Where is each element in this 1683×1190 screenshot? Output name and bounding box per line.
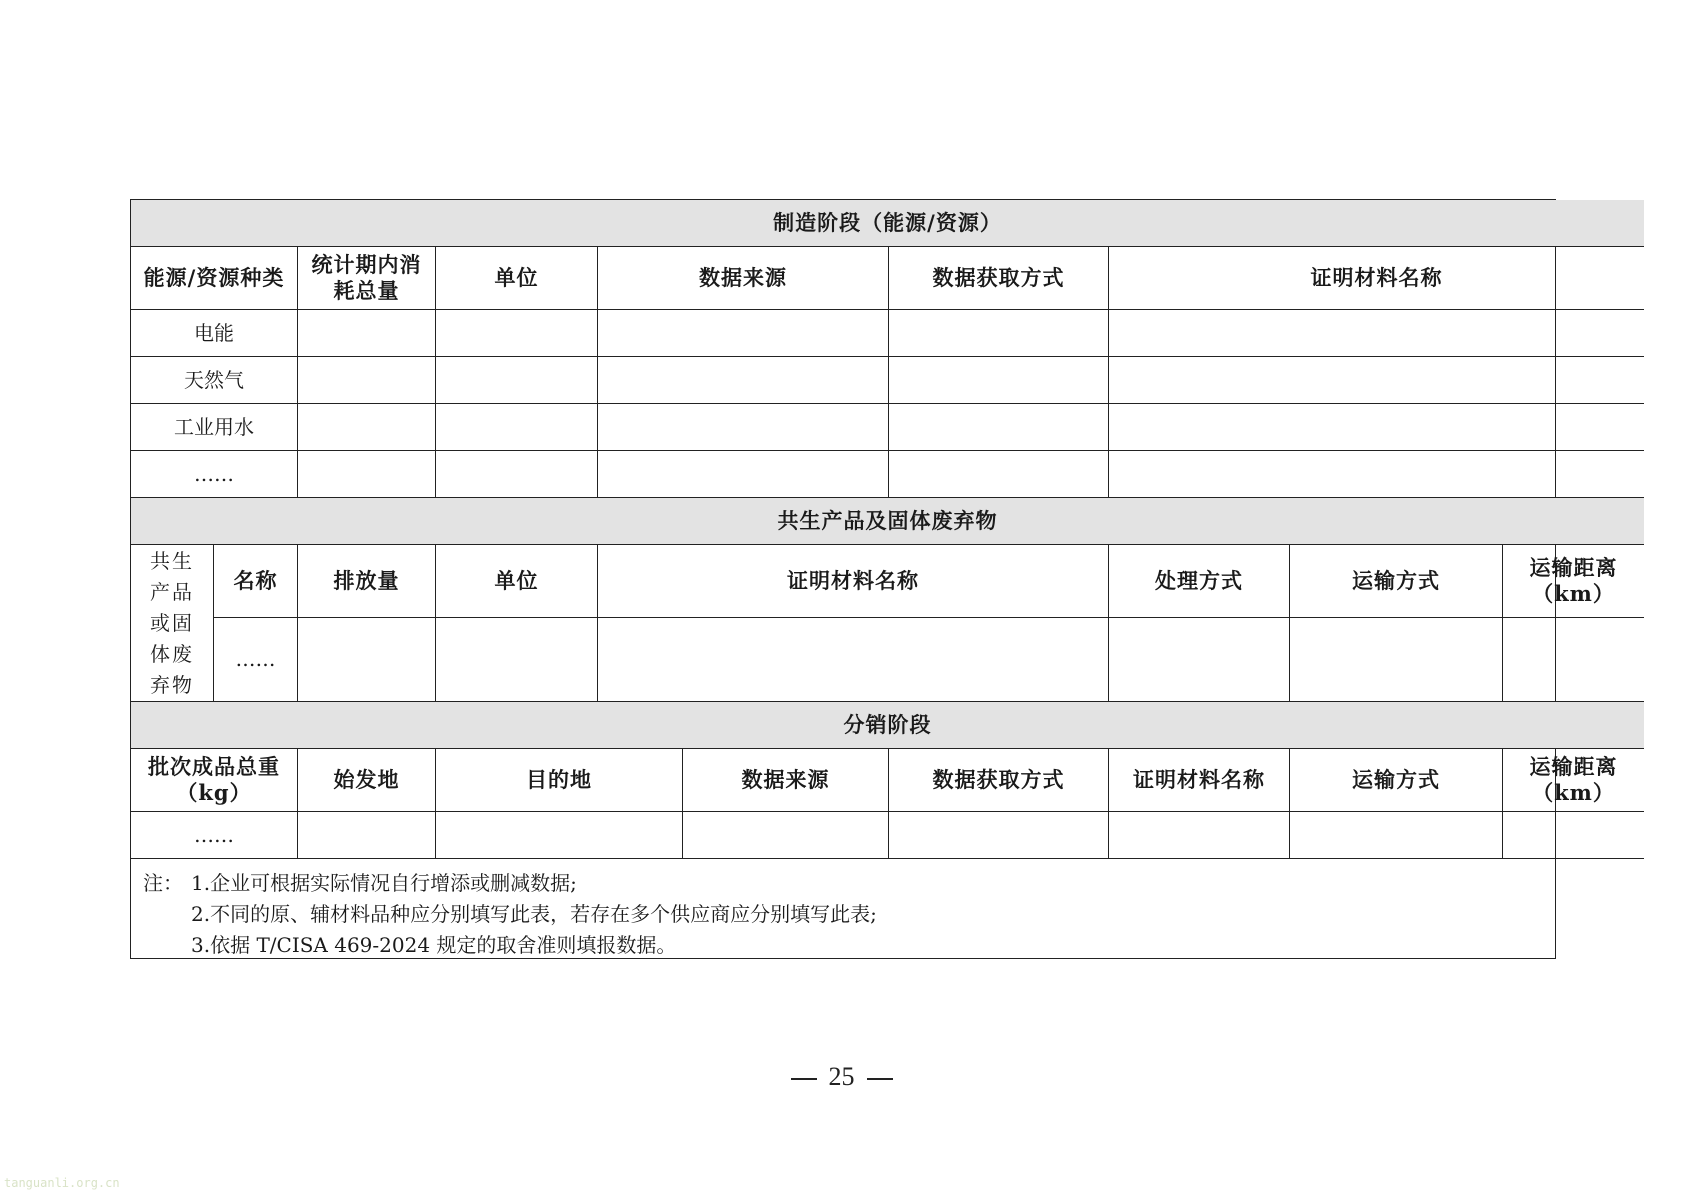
note-text: 2.不同的原、辅材料品种应分别填写此表，若存在多个供应商应分别填写此表; (191, 902, 877, 926)
header-total-consumption: 统计期内消 耗总量 (298, 247, 436, 310)
unit-cell[interactable] (436, 451, 598, 498)
header-destination: 目的地 (436, 749, 683, 812)
data-source-cell[interactable] (598, 451, 889, 498)
energy-type-cell: 工业用水 (131, 404, 298, 451)
header-unit: 单位 (436, 247, 598, 310)
transport-mode-cell[interactable] (1290, 812, 1503, 859)
byproduct-side-label (131, 545, 214, 702)
header-emission: 排放量 (298, 545, 436, 618)
consumption-cell[interactable] (298, 451, 436, 498)
byproduct-name-cell: …… (214, 618, 298, 702)
notes-label: 注： (143, 871, 183, 895)
header-name: 名称 (214, 545, 298, 618)
page-number: 25 (828, 1062, 855, 1091)
header-evidence-name: 证明材料名称 (598, 545, 1109, 618)
header-energy-type: 能源/资源种类 (131, 247, 298, 310)
evidence-name-cell[interactable] (1109, 310, 1644, 357)
note-text: 3.依据 T/CISA 469-2024 规定的取舍准则填报数据。 (191, 933, 677, 957)
section-title-manufacturing: 制造阶段（能源/资源） (131, 200, 1644, 247)
data-form-table (130, 199, 1618, 959)
energy-type-cell: …… (131, 451, 298, 498)
watermark: tanguanli.org.cn (4, 1176, 120, 1190)
transport-distance-cell[interactable] (1503, 812, 1644, 859)
header-transport-mode: 运输方式 (1290, 749, 1503, 812)
header-transport-distance: 运输距离 （km） (1503, 545, 1644, 618)
data-method-cell[interactable] (889, 812, 1109, 859)
emission-cell[interactable] (298, 618, 436, 702)
side-label-line: 或固 (150, 610, 194, 635)
note-line (143, 899, 1632, 930)
evidence-name-cell[interactable] (598, 618, 1109, 702)
header-evidence-name: 证明材料名称 (1109, 247, 1644, 310)
note-line (143, 868, 1632, 899)
unit-cell[interactable] (436, 618, 598, 702)
destination-cell[interactable] (436, 812, 683, 859)
side-label-line: 产品 (150, 579, 194, 604)
side-label-line: 共生 (150, 548, 194, 573)
unit-cell[interactable] (436, 357, 598, 404)
header-unit: 单位 (436, 545, 598, 618)
header-data-source: 数据来源 (683, 749, 889, 812)
evidence-name-cell[interactable] (1109, 451, 1644, 498)
notes-block (131, 859, 1644, 962)
consumption-cell[interactable] (298, 404, 436, 451)
transport-mode-cell[interactable] (1290, 618, 1503, 702)
data-source-cell[interactable] (598, 310, 889, 357)
energy-type-cell: 天然气 (131, 357, 298, 404)
header-data-source: 数据来源 (598, 247, 889, 310)
section-title-byproducts: 共生产品及固体废弃物 (131, 498, 1644, 545)
page-footer (0, 1062, 1683, 1092)
footer-dash-left (791, 1078, 817, 1080)
header-data-method: 数据获取方式 (889, 247, 1109, 310)
origin-cell[interactable] (298, 812, 436, 859)
header-transport-distance: 运输距离 （km） (1503, 749, 1644, 812)
side-label-line: 体废 (150, 641, 194, 666)
header-origin: 始发地 (298, 749, 436, 812)
side-label-line: 弃物 (150, 672, 194, 697)
data-source-cell[interactable] (598, 357, 889, 404)
header-treatment: 处理方式 (1109, 545, 1290, 618)
data-source-cell[interactable] (683, 812, 889, 859)
evidence-name-cell[interactable] (1109, 812, 1290, 859)
consumption-cell[interactable] (298, 310, 436, 357)
evidence-name-cell[interactable] (1109, 357, 1644, 404)
evidence-name-cell[interactable] (1109, 404, 1644, 451)
header-batch-weight: 批次成品总重 （kg） (131, 749, 298, 812)
consumption-cell[interactable] (298, 357, 436, 404)
note-line (143, 930, 1632, 961)
unit-cell[interactable] (436, 310, 598, 357)
data-method-cell[interactable] (889, 404, 1109, 451)
energy-type-cell: 电能 (131, 310, 298, 357)
header-transport-mode: 运输方式 (1290, 545, 1503, 618)
data-method-cell[interactable] (889, 451, 1109, 498)
section-title-distribution: 分销阶段 (131, 702, 1644, 749)
data-method-cell[interactable] (889, 310, 1109, 357)
unit-cell[interactable] (436, 404, 598, 451)
footer-dash-right (867, 1078, 893, 1080)
header-data-method: 数据获取方式 (889, 749, 1109, 812)
note-text: 1.企业可根据实际情况自行增添或删减数据; (191, 871, 577, 895)
transport-distance-cell[interactable] (1503, 618, 1644, 702)
treatment-cell[interactable] (1109, 618, 1290, 702)
batch-weight-cell: …… (131, 812, 298, 859)
data-method-cell[interactable] (889, 357, 1109, 404)
data-source-cell[interactable] (598, 404, 889, 451)
header-evidence-name: 证明材料名称 (1109, 749, 1290, 812)
